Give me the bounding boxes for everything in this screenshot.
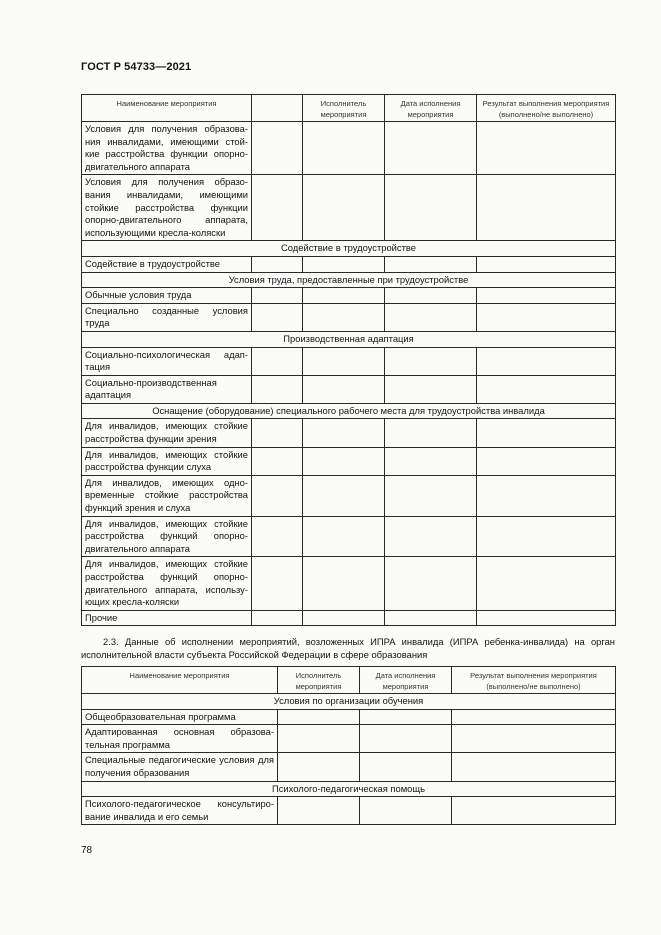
event-name-cell: Общеобразовательная программа bbox=[82, 709, 278, 725]
empty-cell[interactable] bbox=[252, 303, 303, 331]
empty-cell[interactable] bbox=[477, 303, 616, 331]
column-header: Результат выполнения мероприятия (выполнено/не выполнено) bbox=[477, 95, 616, 122]
empty-cell[interactable] bbox=[385, 122, 477, 175]
empty-cell[interactable] bbox=[360, 753, 452, 781]
event-name-cell: Условия для получения образова-ния инвалидами, имеющими стой-кие расстройства функции опорно-двигательного аппарата bbox=[82, 122, 252, 175]
table-header-row bbox=[82, 667, 616, 694]
empty-cell[interactable] bbox=[303, 375, 385, 403]
empty-cell[interactable] bbox=[303, 122, 385, 175]
table-events-employment bbox=[81, 94, 616, 626]
empty-cell[interactable] bbox=[477, 122, 616, 175]
table-row bbox=[82, 303, 616, 331]
event-name-cell: Психолого-педагогическое консультиро-вание инвалида и его семьи bbox=[82, 797, 278, 825]
empty-cell[interactable] bbox=[360, 725, 452, 753]
empty-cell[interactable] bbox=[303, 256, 385, 272]
event-name-cell: Условия для получения образо-вания инвалидами, имеющими стойкие расстройства функции опорно-двигательного аппарата, использующими кресла-коляски bbox=[82, 175, 252, 241]
empty-cell[interactable] bbox=[278, 725, 360, 753]
empty-cell[interactable] bbox=[360, 709, 452, 725]
empty-cell[interactable] bbox=[477, 419, 616, 447]
column-header: Результат выполнения мероприятия (выполнено/не выполнено) bbox=[452, 667, 616, 694]
table-events-education bbox=[81, 666, 616, 825]
empty-cell[interactable] bbox=[303, 419, 385, 447]
table-row bbox=[82, 347, 616, 375]
empty-cell[interactable] bbox=[385, 347, 477, 375]
column-header: Дата исполнения мероприятия bbox=[385, 95, 477, 122]
empty-cell[interactable] bbox=[252, 516, 303, 557]
section-paragraph: 2.3. Данные об исполнении мероприятий, возложенных ИПРА инвалида (ИПРА ребенка-инвалида) на орган исполнительной власти субъекта Российской Федерации в сфере образования bbox=[81, 636, 615, 660]
table-row bbox=[82, 375, 616, 403]
table-row bbox=[82, 475, 616, 516]
event-name-cell: Социально-производственная адаптация bbox=[82, 375, 252, 403]
column-header: Исполнитель мероприятия bbox=[303, 95, 385, 122]
event-name-cell: Социально-психологическая адап-тация bbox=[82, 347, 252, 375]
empty-cell[interactable] bbox=[477, 557, 616, 610]
empty-cell[interactable] bbox=[477, 516, 616, 557]
column-header bbox=[252, 95, 303, 122]
empty-cell[interactable] bbox=[278, 797, 360, 825]
empty-cell[interactable] bbox=[452, 725, 616, 753]
column-header: Наименование мероприятия bbox=[82, 667, 278, 694]
table-row bbox=[82, 610, 616, 626]
empty-cell[interactable] bbox=[385, 256, 477, 272]
empty-cell[interactable] bbox=[252, 256, 303, 272]
empty-cell[interactable] bbox=[452, 797, 616, 825]
empty-cell[interactable] bbox=[385, 288, 477, 304]
empty-cell[interactable] bbox=[477, 375, 616, 403]
event-name-cell: Для инвалидов, имеющих стойкие расстройства функций опорно-двигательного аппарата, использу-ющих кресла-коляски bbox=[82, 557, 252, 610]
table-row bbox=[82, 516, 616, 557]
table-header-row bbox=[82, 95, 616, 122]
empty-cell[interactable] bbox=[252, 175, 303, 241]
column-header: Наименование мероприятия bbox=[82, 95, 252, 122]
section-title: Психолого-педагогическая помощь bbox=[82, 781, 616, 797]
section-row bbox=[82, 694, 616, 710]
empty-cell[interactable] bbox=[303, 175, 385, 241]
table-row bbox=[82, 753, 616, 781]
table-row bbox=[82, 557, 616, 610]
empty-cell[interactable] bbox=[385, 610, 477, 626]
empty-cell[interactable] bbox=[385, 447, 477, 475]
event-name-cell: Специально созданные условия труда bbox=[82, 303, 252, 331]
empty-cell[interactable] bbox=[477, 288, 616, 304]
page-number: 78 bbox=[81, 845, 93, 856]
event-name-cell: Содействие в трудоустройстве bbox=[82, 256, 252, 272]
table-row bbox=[82, 709, 616, 725]
section-row bbox=[82, 241, 616, 257]
empty-cell[interactable] bbox=[452, 753, 616, 781]
empty-cell[interactable] bbox=[303, 303, 385, 331]
empty-cell[interactable] bbox=[303, 516, 385, 557]
section-title: Условия по организации обучения bbox=[82, 694, 616, 710]
empty-cell[interactable] bbox=[303, 610, 385, 626]
empty-cell[interactable] bbox=[385, 516, 477, 557]
section-title: Оснащение (оборудование) специального рабочего места для трудоустройства инвалида bbox=[82, 403, 616, 419]
section-title: Содействие в трудоустройстве bbox=[82, 241, 616, 257]
column-header: Исполнитель мероприятия bbox=[278, 667, 360, 694]
table-row bbox=[82, 419, 616, 447]
event-name-cell: Для инвалидов, имеющих одно-временные стойкие расстройства функций зрения и слуха bbox=[82, 475, 252, 516]
empty-cell[interactable] bbox=[303, 288, 385, 304]
table-row bbox=[82, 447, 616, 475]
empty-cell[interactable] bbox=[252, 419, 303, 447]
event-name-cell: Для инвалидов, имеющих стойкие расстройства функций опорно-двигательного аппарата bbox=[82, 516, 252, 557]
column-header: Дата исполнения мероприятия bbox=[360, 667, 452, 694]
section-row bbox=[82, 781, 616, 797]
empty-cell[interactable] bbox=[477, 447, 616, 475]
empty-cell[interactable] bbox=[252, 375, 303, 403]
table-row bbox=[82, 122, 616, 175]
empty-cell[interactable] bbox=[385, 419, 477, 447]
empty-cell[interactable] bbox=[278, 753, 360, 781]
section-row bbox=[82, 331, 616, 347]
empty-cell[interactable] bbox=[477, 175, 616, 241]
empty-cell[interactable] bbox=[252, 475, 303, 516]
empty-cell[interactable] bbox=[452, 709, 616, 725]
empty-cell[interactable] bbox=[252, 447, 303, 475]
event-name-cell: Для инвалидов, имеющих стойкие расстройства функции зрения bbox=[82, 419, 252, 447]
empty-cell[interactable] bbox=[252, 557, 303, 610]
event-name-cell: Для инвалидов, имеющих стойкие расстройства функции слуха bbox=[82, 447, 252, 475]
table-row bbox=[82, 725, 616, 753]
section-row bbox=[82, 272, 616, 288]
empty-cell[interactable] bbox=[360, 797, 452, 825]
empty-cell[interactable] bbox=[385, 303, 477, 331]
empty-cell[interactable] bbox=[303, 347, 385, 375]
empty-cell[interactable] bbox=[303, 447, 385, 475]
empty-cell[interactable] bbox=[477, 610, 616, 626]
empty-cell[interactable] bbox=[303, 475, 385, 516]
event-name-cell: Прочие bbox=[82, 610, 252, 626]
empty-cell[interactable] bbox=[385, 557, 477, 610]
empty-cell[interactable] bbox=[278, 709, 360, 725]
empty-cell[interactable] bbox=[252, 347, 303, 375]
document-header: ГОСТ Р 54733—2021 bbox=[81, 61, 192, 73]
section-title: Производственная адаптация bbox=[82, 331, 616, 347]
empty-cell[interactable] bbox=[385, 475, 477, 516]
empty-cell[interactable] bbox=[477, 475, 616, 516]
empty-cell[interactable] bbox=[252, 288, 303, 304]
empty-cell[interactable] bbox=[385, 175, 477, 241]
empty-cell[interactable] bbox=[252, 610, 303, 626]
table-row bbox=[82, 797, 616, 825]
table-row bbox=[82, 256, 616, 272]
empty-cell[interactable] bbox=[303, 557, 385, 610]
section-title: Условия труда, предоставленные при трудоустройстве bbox=[82, 272, 616, 288]
empty-cell[interactable] bbox=[385, 375, 477, 403]
table-row bbox=[82, 175, 616, 241]
table-row bbox=[82, 288, 616, 304]
event-name-cell: Специальные педагогические условия для получения образования bbox=[82, 753, 278, 781]
section-row bbox=[82, 403, 616, 419]
event-name-cell: Обычные условия труда bbox=[82, 288, 252, 304]
empty-cell[interactable] bbox=[477, 347, 616, 375]
empty-cell[interactable] bbox=[477, 256, 616, 272]
event-name-cell: Адаптированная основная образова-тельная программа bbox=[82, 725, 278, 753]
empty-cell[interactable] bbox=[252, 122, 303, 175]
